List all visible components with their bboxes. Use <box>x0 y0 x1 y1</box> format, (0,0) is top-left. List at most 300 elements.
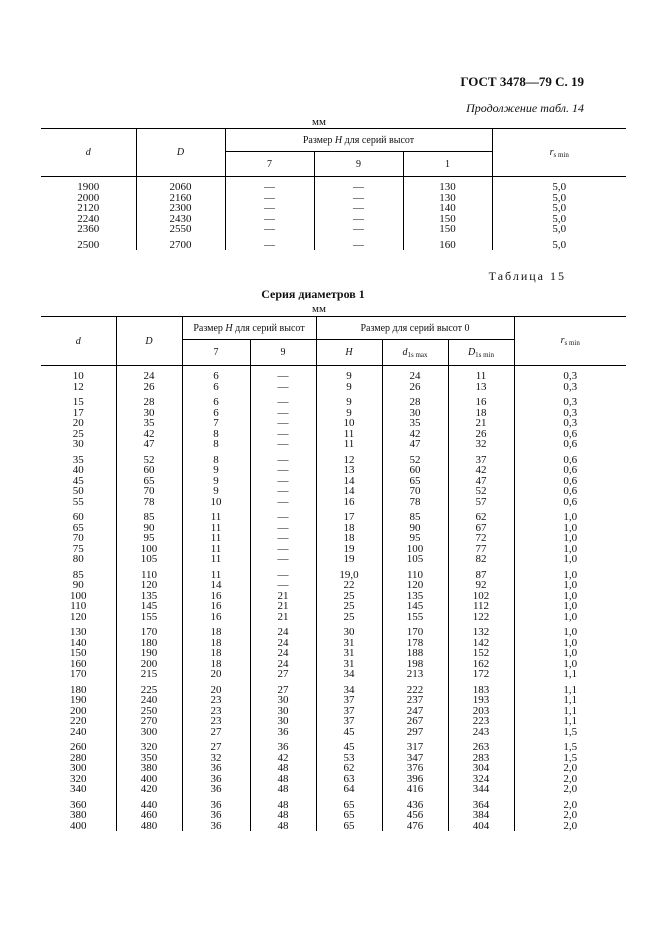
table-cell: 155 <box>382 612 448 623</box>
table-row <box>41 235 626 251</box>
table-cell: 344 <box>448 784 514 795</box>
table-cell: 26 <box>382 382 448 393</box>
table-row <box>41 523 626 534</box>
table-row <box>41 224 626 235</box>
table15 <box>41 316 626 831</box>
table-cell: 5,0 <box>552 223 567 235</box>
table-cell: 16 <box>182 591 250 602</box>
table-cell: 283 <box>448 753 514 764</box>
table-cell: 16 <box>448 392 514 408</box>
table-cell: 0,6 <box>563 495 578 508</box>
table-cell: 27 <box>250 669 316 680</box>
table-row <box>41 554 626 565</box>
table-cell: 24 <box>382 366 448 382</box>
table-cell: 19 <box>316 544 382 555</box>
table-cell: — <box>250 476 316 487</box>
table15-col-r <box>514 317 626 366</box>
table-cell: 85 <box>382 507 448 523</box>
table-cell: 50 <box>41 486 116 497</box>
table-row <box>41 450 626 466</box>
table-cell: 0,6 <box>563 438 578 450</box>
table-cell: 5,0 <box>552 191 567 204</box>
table-row <box>41 774 626 785</box>
table-cell: 297 <box>382 727 448 738</box>
table-cell: 270 <box>116 716 182 727</box>
table-cell: 11 <box>316 429 382 440</box>
table-cell: 18 <box>182 638 250 649</box>
table-cell: 20 <box>182 669 250 680</box>
table-cell: 320 <box>41 774 116 785</box>
table-cell: 198 <box>382 659 448 670</box>
table-cell: 0,6 <box>563 453 578 466</box>
table15-group1-post: для серий высот <box>232 322 305 334</box>
table-row <box>41 408 626 419</box>
table-cell: 1,0 <box>563 521 578 534</box>
table-cell: 7 <box>182 418 250 429</box>
table-cell: 140 <box>403 203 492 214</box>
table-cell: 80 <box>41 554 116 565</box>
table-cell: 1,0 <box>563 568 578 581</box>
table-cell: 188 <box>382 648 448 659</box>
table-cell: 31 <box>316 659 382 670</box>
table14-col-r <box>492 129 626 177</box>
table-cell: 1,0 <box>563 511 578 523</box>
table-cell: 267 <box>382 716 448 727</box>
table-row <box>41 591 626 602</box>
table-cell: 1,5 <box>563 741 578 753</box>
table-row <box>41 429 626 440</box>
table14-col-d: d <box>41 129 136 177</box>
table-cell: 1,1 <box>563 704 578 717</box>
table-cell: 120 <box>116 580 182 591</box>
table-cell: 47 <box>382 439 448 450</box>
table-cell: 65 <box>316 795 382 811</box>
table-cell: 21 <box>250 591 316 602</box>
table-cell: 2,0 <box>563 798 578 811</box>
table-cell: 1,0 <box>563 553 578 565</box>
table15-series-title: Серия диаметров 1 <box>261 287 365 301</box>
table-cell: — <box>250 497 316 508</box>
table-cell: 52 <box>448 486 514 497</box>
table-cell: — <box>250 533 316 544</box>
table-cell: 5,0 <box>552 238 567 251</box>
table-cell: 48 <box>250 774 316 785</box>
table-cell: 65 <box>41 523 116 534</box>
table-cell: 0,3 <box>563 380 578 393</box>
table-cell: — <box>250 523 316 534</box>
table-cell: 190 <box>116 648 182 659</box>
table-cell: 2,0 <box>563 783 578 795</box>
table-cell: 48 <box>250 821 316 832</box>
table-cell: 5,0 <box>552 212 567 225</box>
table15-group2-col-D1s <box>448 340 514 366</box>
table-cell: 105 <box>116 554 182 565</box>
table-cell: 35 <box>41 450 116 466</box>
table-cell: 1,0 <box>563 647 578 659</box>
table-cell: 2060 <box>136 177 225 193</box>
table-cell: 1,0 <box>563 542 578 555</box>
table15-D1s-sub: 1s min <box>475 350 495 359</box>
table-cell: 45 <box>316 737 382 753</box>
table-cell: 53 <box>316 753 382 764</box>
table-cell: 240 <box>41 727 116 738</box>
table-cell: 215 <box>116 669 182 680</box>
table-cell: 0,6 <box>563 485 578 497</box>
table-cell: 52 <box>382 450 448 466</box>
table-row <box>41 439 626 450</box>
table-cell: 0,6 <box>563 464 578 476</box>
table-cell: 180 <box>116 638 182 649</box>
table14-col-r-sub: s min <box>553 150 569 159</box>
table-cell: 150 <box>41 648 116 659</box>
table15-d1s-sub: 1s max <box>407 350 428 359</box>
table-row <box>41 695 626 706</box>
table-cell: 21 <box>250 601 316 612</box>
table15-group1-col: 9 <box>250 340 316 366</box>
table-cell: 9 <box>316 408 382 419</box>
table-cell: 396 <box>382 774 448 785</box>
table-cell: 160 <box>403 235 492 251</box>
table-cell: 247 <box>382 706 448 717</box>
table-cell: 2120 <box>41 203 136 214</box>
table-cell: 36 <box>182 795 250 811</box>
table-cell: 27 <box>182 727 250 738</box>
table-row <box>41 810 626 821</box>
table-cell: 13 <box>448 382 514 393</box>
table-cell: — <box>250 392 316 408</box>
table-cell: 12 <box>316 450 382 466</box>
table-cell: 31 <box>316 648 382 659</box>
table-cell: 102 <box>448 591 514 602</box>
table14-group-pre: Размер <box>302 134 335 146</box>
table-cell: — <box>250 465 316 476</box>
table-cell: 27 <box>250 680 316 696</box>
table-cell: 10 <box>41 366 116 382</box>
table-cell: 122 <box>448 612 514 623</box>
table14-col-D: D <box>136 129 225 177</box>
table14-units: мм <box>312 116 326 128</box>
table-cell: 400 <box>116 774 182 785</box>
table-cell: 11 <box>182 507 250 523</box>
table-cell: 243 <box>448 727 514 738</box>
table15-d1s-main: d <box>402 346 408 358</box>
table-cell: 132 <box>448 622 514 638</box>
table-row <box>41 544 626 555</box>
table-cell: 420 <box>116 784 182 795</box>
table-cell: — <box>225 177 314 193</box>
table-cell: 384 <box>448 810 514 821</box>
table-cell: 23 <box>182 716 250 727</box>
table-cell: 360 <box>41 795 116 811</box>
table-cell: 180 <box>41 680 116 696</box>
table-cell: 90 <box>41 580 116 591</box>
table-cell: 92 <box>448 580 514 591</box>
table15-group2-header: Размер для серий высот 0 <box>316 317 514 340</box>
table-cell: 30 <box>250 695 316 706</box>
table-row <box>41 476 626 487</box>
table-cell: 8 <box>182 450 250 466</box>
table-cell: 9 <box>182 486 250 497</box>
table-cell: 37 <box>316 695 382 706</box>
table-cell: 340 <box>41 784 116 795</box>
table-cell: 57 <box>448 497 514 508</box>
table-row <box>41 193 626 204</box>
table-cell: 1900 <box>41 177 136 193</box>
table-row <box>41 465 626 476</box>
table-cell: 14 <box>316 486 382 497</box>
table-cell: 1,0 <box>563 657 578 670</box>
table15-group2-col-d1s <box>382 340 448 366</box>
table-row <box>41 214 626 225</box>
table-cell: 105 <box>382 554 448 565</box>
table-cell: 21 <box>250 612 316 623</box>
table-cell: 13 <box>316 465 382 476</box>
table-cell: 22 <box>316 580 382 591</box>
table-cell: 28 <box>382 392 448 408</box>
table-cell: 135 <box>382 591 448 602</box>
table-cell: — <box>250 408 316 419</box>
table-cell: 20 <box>41 418 116 429</box>
table-cell: 223 <box>448 716 514 727</box>
table-cell: 15 <box>41 392 116 408</box>
table-cell: — <box>225 235 314 251</box>
table-cell: 30 <box>316 622 382 638</box>
table-cell: 11 <box>182 523 250 534</box>
table-cell: 145 <box>382 601 448 612</box>
table-cell: 2360 <box>41 224 136 235</box>
table-row <box>41 601 626 612</box>
table-cell: 440 <box>116 795 182 811</box>
table-cell: 203 <box>448 706 514 717</box>
table-cell: 52 <box>116 450 182 466</box>
table-cell: 35 <box>382 418 448 429</box>
table-cell: 30 <box>116 408 182 419</box>
table-cell: 400 <box>41 821 116 832</box>
table-cell: 65 <box>382 476 448 487</box>
table-cell: 48 <box>250 810 316 821</box>
table-cell: 30 <box>250 706 316 717</box>
table-cell: 6 <box>182 408 250 419</box>
table-cell: 110 <box>41 601 116 612</box>
table-cell: 47 <box>116 439 182 450</box>
table-cell: 85 <box>41 565 116 581</box>
table-cell: 6 <box>182 392 250 408</box>
table-cell: 18 <box>316 533 382 544</box>
table-cell: 47 <box>448 476 514 487</box>
table-cell: 36 <box>182 784 250 795</box>
table-cell: 2240 <box>41 214 136 225</box>
table-cell: 37 <box>448 450 514 466</box>
table-row <box>41 565 626 581</box>
table-cell: 65 <box>116 476 182 487</box>
table-cell: 23 <box>182 706 250 717</box>
table-cell: 456 <box>382 810 448 821</box>
table-cell: 34 <box>316 669 382 680</box>
table-cell: 145 <box>116 601 182 612</box>
table-cell: 24 <box>250 638 316 649</box>
table-cell: 65 <box>316 821 382 832</box>
table-cell: 160 <box>41 659 116 670</box>
table-cell: — <box>250 450 316 466</box>
table-row <box>41 659 626 670</box>
table-cell: 1,0 <box>563 636 578 649</box>
table-cell: 178 <box>382 638 448 649</box>
table-cell: 11 <box>182 554 250 565</box>
table-cell: 14 <box>316 476 382 487</box>
table-cell: 42 <box>250 753 316 764</box>
table-cell: 16 <box>182 612 250 623</box>
table-cell: 65 <box>316 810 382 821</box>
table-cell: — <box>314 224 403 235</box>
page-header: ГОСТ 3478—79 С. 19 <box>460 74 584 89</box>
table-cell: 36 <box>250 727 316 738</box>
table-row <box>41 622 626 638</box>
table-cell: 25 <box>316 612 382 623</box>
table-cell: 12 <box>41 382 116 393</box>
table-cell: 112 <box>448 601 514 612</box>
table-cell: — <box>250 507 316 523</box>
table-cell: 380 <box>116 763 182 774</box>
table-cell: 200 <box>41 706 116 717</box>
table-cell: 170 <box>41 669 116 680</box>
table-cell: — <box>225 203 314 214</box>
table-cell: 36 <box>182 774 250 785</box>
table-cell: 27 <box>182 737 250 753</box>
table-cell: 416 <box>382 784 448 795</box>
table-cell: 24 <box>250 659 316 670</box>
table-cell: 36 <box>182 821 250 832</box>
table-cell: 90 <box>382 523 448 534</box>
table-row <box>41 763 626 774</box>
table-cell: 19,0 <box>316 565 382 581</box>
table-cell: 42 <box>116 429 182 440</box>
table15-col-d: d <box>41 317 116 366</box>
table14-subcol: 7 <box>225 152 314 177</box>
table15-group1-var: H <box>225 322 233 334</box>
table-cell: 62 <box>448 507 514 523</box>
table-cell: 100 <box>41 591 116 602</box>
table-cell: 263 <box>448 737 514 753</box>
table-cell: 10 <box>182 497 250 508</box>
table-cell: 14 <box>182 580 250 591</box>
table-cell: 8 <box>182 439 250 450</box>
table-cell: 100 <box>382 544 448 555</box>
table-cell: 436 <box>382 795 448 811</box>
table-row <box>41 784 626 795</box>
table-cell: 2700 <box>136 235 225 251</box>
table-cell: 2160 <box>136 193 225 204</box>
table-cell: 1,1 <box>563 668 578 680</box>
table-cell: 26 <box>448 429 514 440</box>
table-row <box>41 533 626 544</box>
table-cell: 55 <box>41 497 116 508</box>
table-cell: 0,6 <box>563 474 578 487</box>
table15-D1s-main: D <box>467 346 476 358</box>
table-cell: 34 <box>316 680 382 696</box>
table-cell: 21 <box>448 418 514 429</box>
table-row <box>41 612 626 623</box>
table-cell: — <box>250 366 316 382</box>
table-cell: 11 <box>182 544 250 555</box>
table-cell: 222 <box>382 680 448 696</box>
table-cell: 36 <box>182 763 250 774</box>
table-cell: 130 <box>41 622 116 638</box>
table-cell: — <box>250 429 316 440</box>
table-cell: 0,3 <box>563 370 578 382</box>
table-row <box>41 486 626 497</box>
table-cell: 17 <box>316 507 382 523</box>
table-cell: 130 <box>403 193 492 204</box>
table-cell: 170 <box>116 622 182 638</box>
table-row <box>41 177 626 193</box>
table-cell: 347 <box>382 753 448 764</box>
table-cell: 0,3 <box>563 417 578 429</box>
table-cell: — <box>250 565 316 581</box>
table-cell: 31 <box>316 638 382 649</box>
table-cell: 63 <box>316 774 382 785</box>
table-cell: 170 <box>382 622 448 638</box>
table-cell: 5,0 <box>552 181 567 193</box>
table14 <box>41 128 626 250</box>
table-row <box>41 418 626 429</box>
table-cell: 300 <box>41 763 116 774</box>
table-row <box>41 737 626 753</box>
table-cell: 11 <box>316 439 382 450</box>
table-cell: 0,6 <box>563 427 578 440</box>
table-cell: 26 <box>116 382 182 393</box>
table-row <box>41 366 626 382</box>
table-cell: — <box>314 177 403 193</box>
table15-group2-col-H: H <box>316 340 382 366</box>
table-cell: 110 <box>116 565 182 581</box>
table-cell: 95 <box>116 533 182 544</box>
table-row <box>41 680 626 696</box>
table-row <box>41 648 626 659</box>
table-cell: 2,0 <box>563 762 578 774</box>
table-cell: 5,0 <box>552 202 567 214</box>
table-cell: 9 <box>316 366 382 382</box>
table-cell: 1,0 <box>563 610 578 623</box>
table-cell: — <box>250 580 316 591</box>
table-cell: 190 <box>41 695 116 706</box>
table-cell: 24 <box>250 648 316 659</box>
table-cell: 376 <box>382 763 448 774</box>
table-cell: 304 <box>448 763 514 774</box>
table-cell: 317 <box>382 737 448 753</box>
table14-group-post: для серий высот <box>342 134 415 146</box>
table-cell: 480 <box>116 821 182 832</box>
table-cell: 19 <box>316 554 382 565</box>
table-cell: 70 <box>382 486 448 497</box>
table-cell: 82 <box>448 554 514 565</box>
table-cell: 64 <box>316 784 382 795</box>
table-cell: 0,3 <box>563 396 578 408</box>
table-cell: 78 <box>382 497 448 508</box>
table-cell: 67 <box>448 523 514 534</box>
table-cell: 30 <box>382 408 448 419</box>
table-cell: 220 <box>41 716 116 727</box>
table-row <box>41 497 626 508</box>
table-cell: 42 <box>448 465 514 476</box>
table-cell: — <box>314 203 403 214</box>
table-cell: 62 <box>316 763 382 774</box>
table-cell: 183 <box>448 680 514 696</box>
table-cell: 24 <box>116 366 182 382</box>
table-cell: 2,0 <box>563 819 578 832</box>
table-cell: 16 <box>182 601 250 612</box>
table-row <box>41 507 626 523</box>
table-cell: 6 <box>182 366 250 382</box>
